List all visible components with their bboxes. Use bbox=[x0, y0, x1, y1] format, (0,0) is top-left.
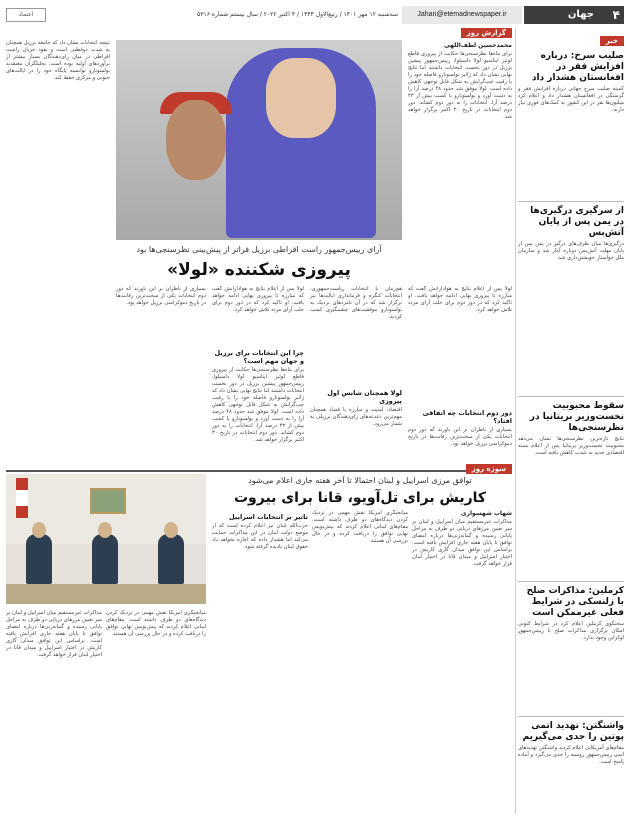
lead-column-4 bbox=[212, 286, 304, 467]
article-text: حزب‌الله لبنان نیز اعلام کرده است که از موضع دولت لبنان در این مذاکرات حمایت می‌کند اما هشدار داده که اجازه نخواهد داد حقوق لبنان نادیده گرفته شود. bbox=[212, 523, 308, 550]
brief-text: نتایج تازه‌ترین نظرسنجی‌ها نشان می‌دهد محبوبیت نخست‌وزیر بریتانیا پس از اعلام بسته اقتصادی جدید به شدت کاهش یافته است. bbox=[518, 436, 624, 456]
brief-text: درگیری‌ها میان طرف‌های درگیر در یمن پس از پایان مهلت آتش‌بس دوباره آغاز شد و سازمان ملل خواستار خویشتن‌داری شد. bbox=[518, 241, 624, 261]
second-column-2 bbox=[312, 510, 408, 810]
author: شهاب شهسواری bbox=[461, 510, 512, 517]
section-bar bbox=[524, 6, 624, 24]
subheading: لولا همچنان شانس اول پیروزی bbox=[327, 389, 402, 405]
second-story bbox=[6, 465, 512, 814]
person-head bbox=[164, 522, 178, 538]
brief-item bbox=[518, 206, 624, 391]
topic-badge: سوژه روز bbox=[466, 464, 512, 474]
article-text: هم‌زمان با انتخابات ریاست‌جمهوری، انتخابات کنگره و فرمانداری ایالت‌ها نیز برگزار شد که در آن نامزدهای نزدیک به بولسونارو موفقیت‌های چشمگیری کسب کردند. bbox=[310, 286, 402, 320]
lula-photo bbox=[116, 40, 402, 240]
wall-painting bbox=[90, 488, 126, 514]
article-text: اقتصاد، امنیت و مبارزه با فساد همچنان مهم‌ترین دغدغه‌های رای‌دهندگان برزیلی به شمار می‌رود. bbox=[310, 407, 402, 427]
lead-story bbox=[6, 28, 512, 468]
brief-item bbox=[518, 721, 624, 766]
lead-kicker: آرای رییس‌جمهور راست افراطی برزیل فراتر از پیش‌بینی نظرسنجی‌ها بود bbox=[136, 245, 382, 254]
second-kicker: توافق مرزی اسراییل و لبنان احتمالا تا آخر هفته جاری اعلام می‌شود bbox=[248, 476, 472, 485]
date-line: سه‌شنبه ۱۲ مهر ۱۴۰۱ / ربیع‌الاول ۱۴۴۴ / ۴ اکتبر ۲۰۲۲ / سال بیستم شماره ۵۳۱۶ bbox=[197, 11, 398, 18]
article-text: میانجیگری آمریکا نقش مهمی در نزدیک کردن دیدگاه‌های دو طرف داشته است. مقام‌های لبنانی اعلام کردند که پیش‌نویس نهایی توافق را دریافت کرده و در حال بررسی آن هستند. bbox=[106, 610, 206, 637]
divider bbox=[518, 581, 624, 582]
lead-column-left bbox=[6, 40, 110, 460]
brief-text: کمیته صلیب سرخ جهانی درباره افزایش فقر و گرسنگی در افغانستان هشدار داد و اعلام کرد میلیون‌ها نفر در این کشور به کمک‌های فوری نیاز دارند. bbox=[518, 86, 624, 113]
article-text: مذاکرات غیرمستقیم میان اسراییل و لبنان بر سر تعیین مرزهای دریایی دو طرف به مراحل پایانی رسیده و گمانه‌زنی‌ها درباره امضای توافق تا پایان هفته جاری افزایش یافته است. براساس این توافق میدان گازی کاریش در اختیار اسراییل و میدان قانا در اختیار لبنان قرار خواهد گرفت. bbox=[6, 610, 102, 658]
subheading: تاثیر بر انتخابات اسراییل bbox=[229, 513, 308, 521]
second-title: کاریش برای تل‌آویو، قانا برای بیروت bbox=[233, 490, 487, 506]
lead-column-3 bbox=[310, 286, 402, 467]
lebanon-flag bbox=[16, 478, 28, 518]
brief-headline: صلیب سرخ: درباره افزایش فقر در افغانستان هشدار داد bbox=[531, 51, 624, 83]
article-text: مذاکرات غیرمستقیم میان اسراییل و لبنان بر سر تعیین مرزهای دریایی دو طرف به مراحل پایانی رسیده و گمانه‌زنی‌ها درباره امضای توافق تا پایان هفته جاری افزایش یافته است. براساس این توافق میدان گازی کاریش در اختیار اسراییل و میدان قانا در اختیار لبنان قرار خواهد گرفت. bbox=[412, 519, 512, 567]
second-column-3 bbox=[212, 510, 308, 813]
article-text: بسیاری از ناظران بر این باورند که دور دوم انتخابات یکی از سخت‌ترین رقابت‌ها در تاریخ دموکراسی برزیل خواهد بود. bbox=[408, 427, 512, 447]
person bbox=[92, 534, 118, 584]
subheading: چرا این انتخابات برای برزیل و جهان مهم است؟ bbox=[214, 349, 304, 365]
brief-item bbox=[518, 401, 624, 576]
section-rule bbox=[6, 470, 512, 472]
news-briefs-column bbox=[518, 28, 624, 814]
person bbox=[158, 534, 184, 584]
brief-text: سخنگوی کرملین اعلام کرد در شرایط کنونی امکان برگزاری مذاکرات صلح با رییس‌جمهور اوکراین وجود ندارد. bbox=[518, 621, 624, 641]
brief-headline: واشنگتن: تهدید اتمی پوتین را جدی می‌گیریم bbox=[522, 721, 624, 742]
author: محمدحسین لطف‌اللهی bbox=[444, 42, 512, 49]
person bbox=[26, 534, 52, 584]
supporter-face bbox=[166, 100, 226, 180]
lead-column-1 bbox=[408, 42, 512, 251]
page-number: ۴ bbox=[612, 8, 620, 22]
article-text: لولا پس از اعلام نتایج به هوادارانش گفت که مبارزه تا پیروزی نهایی ادامه خواهد یافت. او تاکید کرد که در دور دوم برای جلب آرای مردد تلاش خواهد کرد. bbox=[212, 286, 304, 313]
lead-title: پیروزی شکننده «لولا» bbox=[167, 260, 351, 280]
news-badge: خبر bbox=[600, 36, 624, 46]
lebanon-meeting-photo bbox=[6, 474, 206, 604]
article-text: برای ماه‌ها نظرسنجی‌ها حکایت از پیروزی قاطع لوئیز ایناسیو لولا داسیلوا، رییس‌جمهور پیشین برزیل در دور نخست انتخابات داشتند اما نتایج نهایی نشان داد که ژائیر بولسونارو فاصله خود را با رقیب چپ‌گرایش به شکل قابل توجهی کاهش داده است. لولا موفق شد حدود ۴۸ درصد آرا را به دست آورد و بولسونارو با کسب بیش از ۴۳ درصد آرا، انتخابات را به دور دوم کشاند. دور دوم انتخابات در تاریخ ۳۰ اکتبر برگزار خواهد شد. bbox=[212, 367, 304, 443]
article-text: میانجیگری آمریکا نقش مهمی در نزدیک کردن دیدگاه‌های دو طرف داشته است. مقام‌های لبنانی اعلام کردند که پیش‌نویس نهایی توافق را دریافت کرده و در حال بررسی آن هستند. bbox=[312, 510, 408, 544]
brief-headline: کرملین: مذاکرات صلح با زلنسکی در شرایط فعلی غیرممکن است bbox=[526, 586, 624, 618]
second-column-5 bbox=[106, 610, 206, 810]
divider bbox=[518, 396, 624, 397]
brief-text: مقام‌های آمریکایی اعلام کردند واشنگتن تهدیدهای اتمی رییس‌جمهور روسیه را جدی می‌گیرد و آماده پاسخ است. bbox=[518, 745, 624, 765]
page-header bbox=[6, 6, 624, 24]
report-badge: گزارش روز bbox=[461, 28, 512, 38]
cutout-face bbox=[266, 58, 336, 138]
newspaper-logo: اعتماد bbox=[6, 8, 46, 22]
brief-headline: از سرگیری درگیری‌ها در یمن پس از پایان آتش‌بس bbox=[530, 206, 624, 238]
brief-item bbox=[518, 586, 624, 711]
article-text: بسیاری از ناظران بر این باورند که دور دوم انتخابات یکی از سخت‌ترین رقابت‌ها در تاریخ دموکراسی برزیل خواهد بود. bbox=[116, 286, 206, 306]
second-column-4 bbox=[6, 610, 102, 810]
lead-column-5 bbox=[116, 286, 206, 461]
column-separator bbox=[515, 28, 516, 814]
photo-floor bbox=[6, 584, 206, 604]
person-head bbox=[32, 522, 46, 538]
lead-column-2 bbox=[408, 286, 512, 477]
divider bbox=[518, 201, 624, 202]
subheading: دور دوم انتخابات چه اتفاقی افتاد؟ bbox=[422, 409, 512, 425]
section-title: جهان bbox=[567, 9, 594, 20]
brief-item bbox=[518, 51, 624, 196]
article-text: نتیجه انتخابات نشان داد که جامعه برزیل همچنان به شدت دوقطبی است و نفوذ جریان راست افراطی در میان رای‌دهندگان بسیار بیشتر از برآوردهای اولیه بوده است. تحلیلگران معتقدند بولسونارو توانسته پایگاه خود را در ایالت‌های جنوبی و مرکزی حفظ کند. bbox=[6, 40, 110, 81]
section-email: Jahan@etemadnewspaper.ir bbox=[402, 6, 522, 24]
brief-headline: سقوط محبوبیت نخست‌وزیر بریتانیا در نظرسنجی‌ها bbox=[529, 401, 624, 433]
divider bbox=[518, 716, 624, 717]
second-column-1 bbox=[412, 510, 512, 809]
article-text: برای ماه‌ها نظرسنجی‌ها حکایت از پیروزی قاطع لوئیز ایناسیو لولا داسیلوا، رییس‌جمهور پیشین برزیل در دور نخست انتخابات داشتند اما نتایج نهایی نشان داد که ژائیر بولسونارو فاصله خود را با رقیب چپ‌گرایش به شکل قابل توجهی کاهش داده است. لولا موفق شد حدود ۴۸ درصد آرا را به دست آورد و بولسونارو با کسب بیش از ۴۳ درصد آرا، انتخابات را به دور دوم کشاند. دور دوم انتخابات در تاریخ ۳۰ اکتبر برگزار خواهد شد. bbox=[408, 51, 512, 120]
article-text: لولا پس از اعلام نتایج به هوادارانش گفت که مبارزه تا پیروزی نهایی ادامه خواهد یافت. او تاکید کرد که در دور دوم برای جلب آرای مردد تلاش خواهد کرد. bbox=[408, 286, 512, 313]
person-head bbox=[98, 522, 112, 538]
